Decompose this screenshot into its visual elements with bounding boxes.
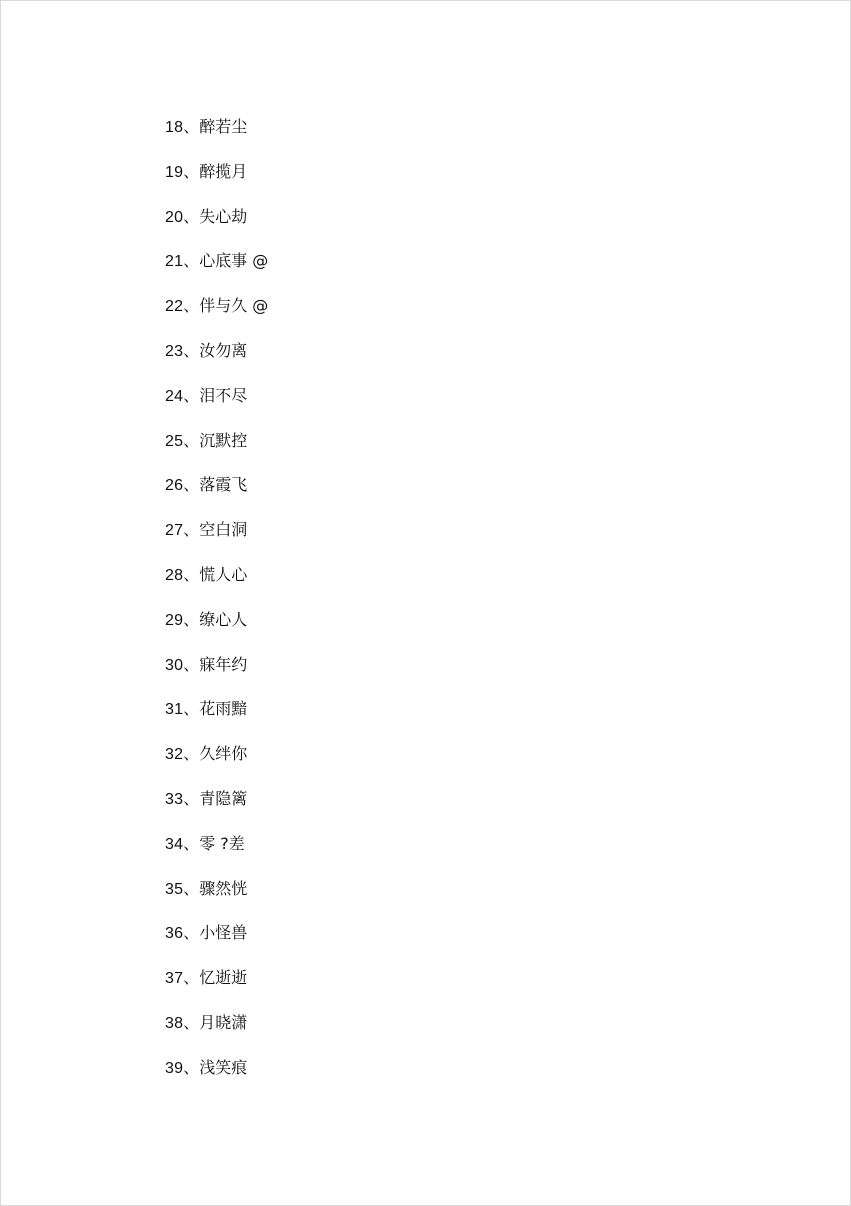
item-separator: 、 (183, 385, 200, 405)
item-separator: 、 (183, 654, 200, 674)
item-name: 空白洞 (199, 520, 248, 540)
item-number: 34 (165, 835, 184, 853)
list-item (165, 203, 268, 248)
item-separator: 、 (183, 475, 200, 495)
item-name: 落霞飞 (199, 475, 248, 495)
item-separator: 、 (183, 699, 200, 719)
item-number: 30 (165, 656, 184, 674)
list-item (165, 247, 268, 292)
item-separator: 、 (183, 251, 200, 271)
item-number: 21 (165, 253, 184, 271)
list-item (165, 695, 268, 740)
list-item (165, 427, 268, 472)
list-item (165, 382, 268, 427)
item-number: 33 (165, 790, 184, 808)
item-number: 35 (165, 880, 184, 898)
item-name: 花雨黯 (199, 699, 248, 719)
name-list (165, 113, 268, 1099)
item-separator: 、 (183, 340, 200, 360)
list-item (165, 113, 268, 158)
list-item (165, 919, 268, 964)
item-separator: 、 (183, 296, 200, 316)
list-item (165, 964, 268, 1009)
list-item (165, 740, 268, 785)
item-name: 慌人心 (199, 564, 248, 584)
item-name: 泪不尽 (199, 385, 248, 405)
item-number: 38 (165, 1014, 184, 1032)
item-number: 18 (165, 119, 184, 136)
item-name: 骤然恍 (199, 878, 248, 898)
list-item (165, 651, 268, 696)
item-separator: 、 (183, 206, 200, 226)
item-separator: 、 (183, 1057, 200, 1077)
item-separator: 、 (183, 1012, 200, 1032)
item-number: 29 (165, 611, 184, 629)
item-name: 心底事 @ (199, 251, 269, 271)
item-separator: 、 (183, 788, 200, 808)
list-item (165, 1009, 268, 1054)
item-number: 26 (165, 477, 184, 495)
item-name: 忆逝逝 (199, 968, 248, 988)
list-item (165, 471, 268, 516)
item-number: 36 (165, 925, 184, 943)
item-separator: 、 (183, 117, 200, 136)
item-number: 37 (165, 970, 184, 988)
item-name: 汝勿离 (199, 340, 248, 360)
item-separator: 、 (183, 968, 200, 988)
list-item (165, 1054, 268, 1099)
item-separator: 、 (183, 744, 200, 764)
item-name: 失心劫 (199, 206, 248, 226)
item-name: 伴与久 @ (199, 296, 269, 316)
item-name: 缭心人 (199, 609, 248, 629)
item-number: 19 (165, 163, 184, 181)
item-name: 沉默控 (199, 430, 248, 450)
item-separator: 、 (183, 609, 200, 629)
item-name: 醉若尘 (199, 117, 248, 136)
item-name: 小怪兽 (199, 923, 248, 943)
item-name: 浅笑痕 (199, 1057, 248, 1077)
item-number: 22 (165, 298, 184, 316)
item-name: 青隐篱 (199, 788, 248, 808)
item-number: 31 (165, 701, 184, 719)
item-number: 23 (165, 342, 184, 360)
item-number: 20 (165, 208, 184, 226)
item-separator: 、 (183, 878, 200, 898)
list-item (165, 158, 268, 203)
list-item (165, 785, 268, 830)
item-name: 月晓潇 (199, 1012, 248, 1032)
item-name: 醉揽月 (199, 161, 248, 181)
item-number: 39 (165, 1059, 184, 1077)
item-number: 24 (165, 387, 184, 405)
item-number: 27 (165, 522, 184, 540)
item-separator: 、 (183, 923, 200, 943)
item-number: 25 (165, 432, 184, 450)
item-separator: 、 (183, 520, 200, 540)
list-item (165, 516, 268, 561)
item-separator: 、 (183, 564, 200, 584)
item-number: 28 (165, 566, 184, 584)
item-separator: 、 (183, 161, 200, 181)
list-item (165, 875, 268, 920)
list-item (165, 292, 268, 337)
item-name: 寐年约 (199, 654, 248, 674)
item-separator: 、 (183, 430, 200, 450)
item-name: 零 ?差 (199, 833, 245, 853)
item-number: 32 (165, 746, 184, 764)
item-name: 久绊你 (199, 744, 248, 764)
list-item (165, 337, 268, 382)
list-item (165, 830, 268, 875)
list-item (165, 606, 268, 651)
list-item (165, 561, 268, 606)
item-separator: 、 (183, 833, 200, 853)
